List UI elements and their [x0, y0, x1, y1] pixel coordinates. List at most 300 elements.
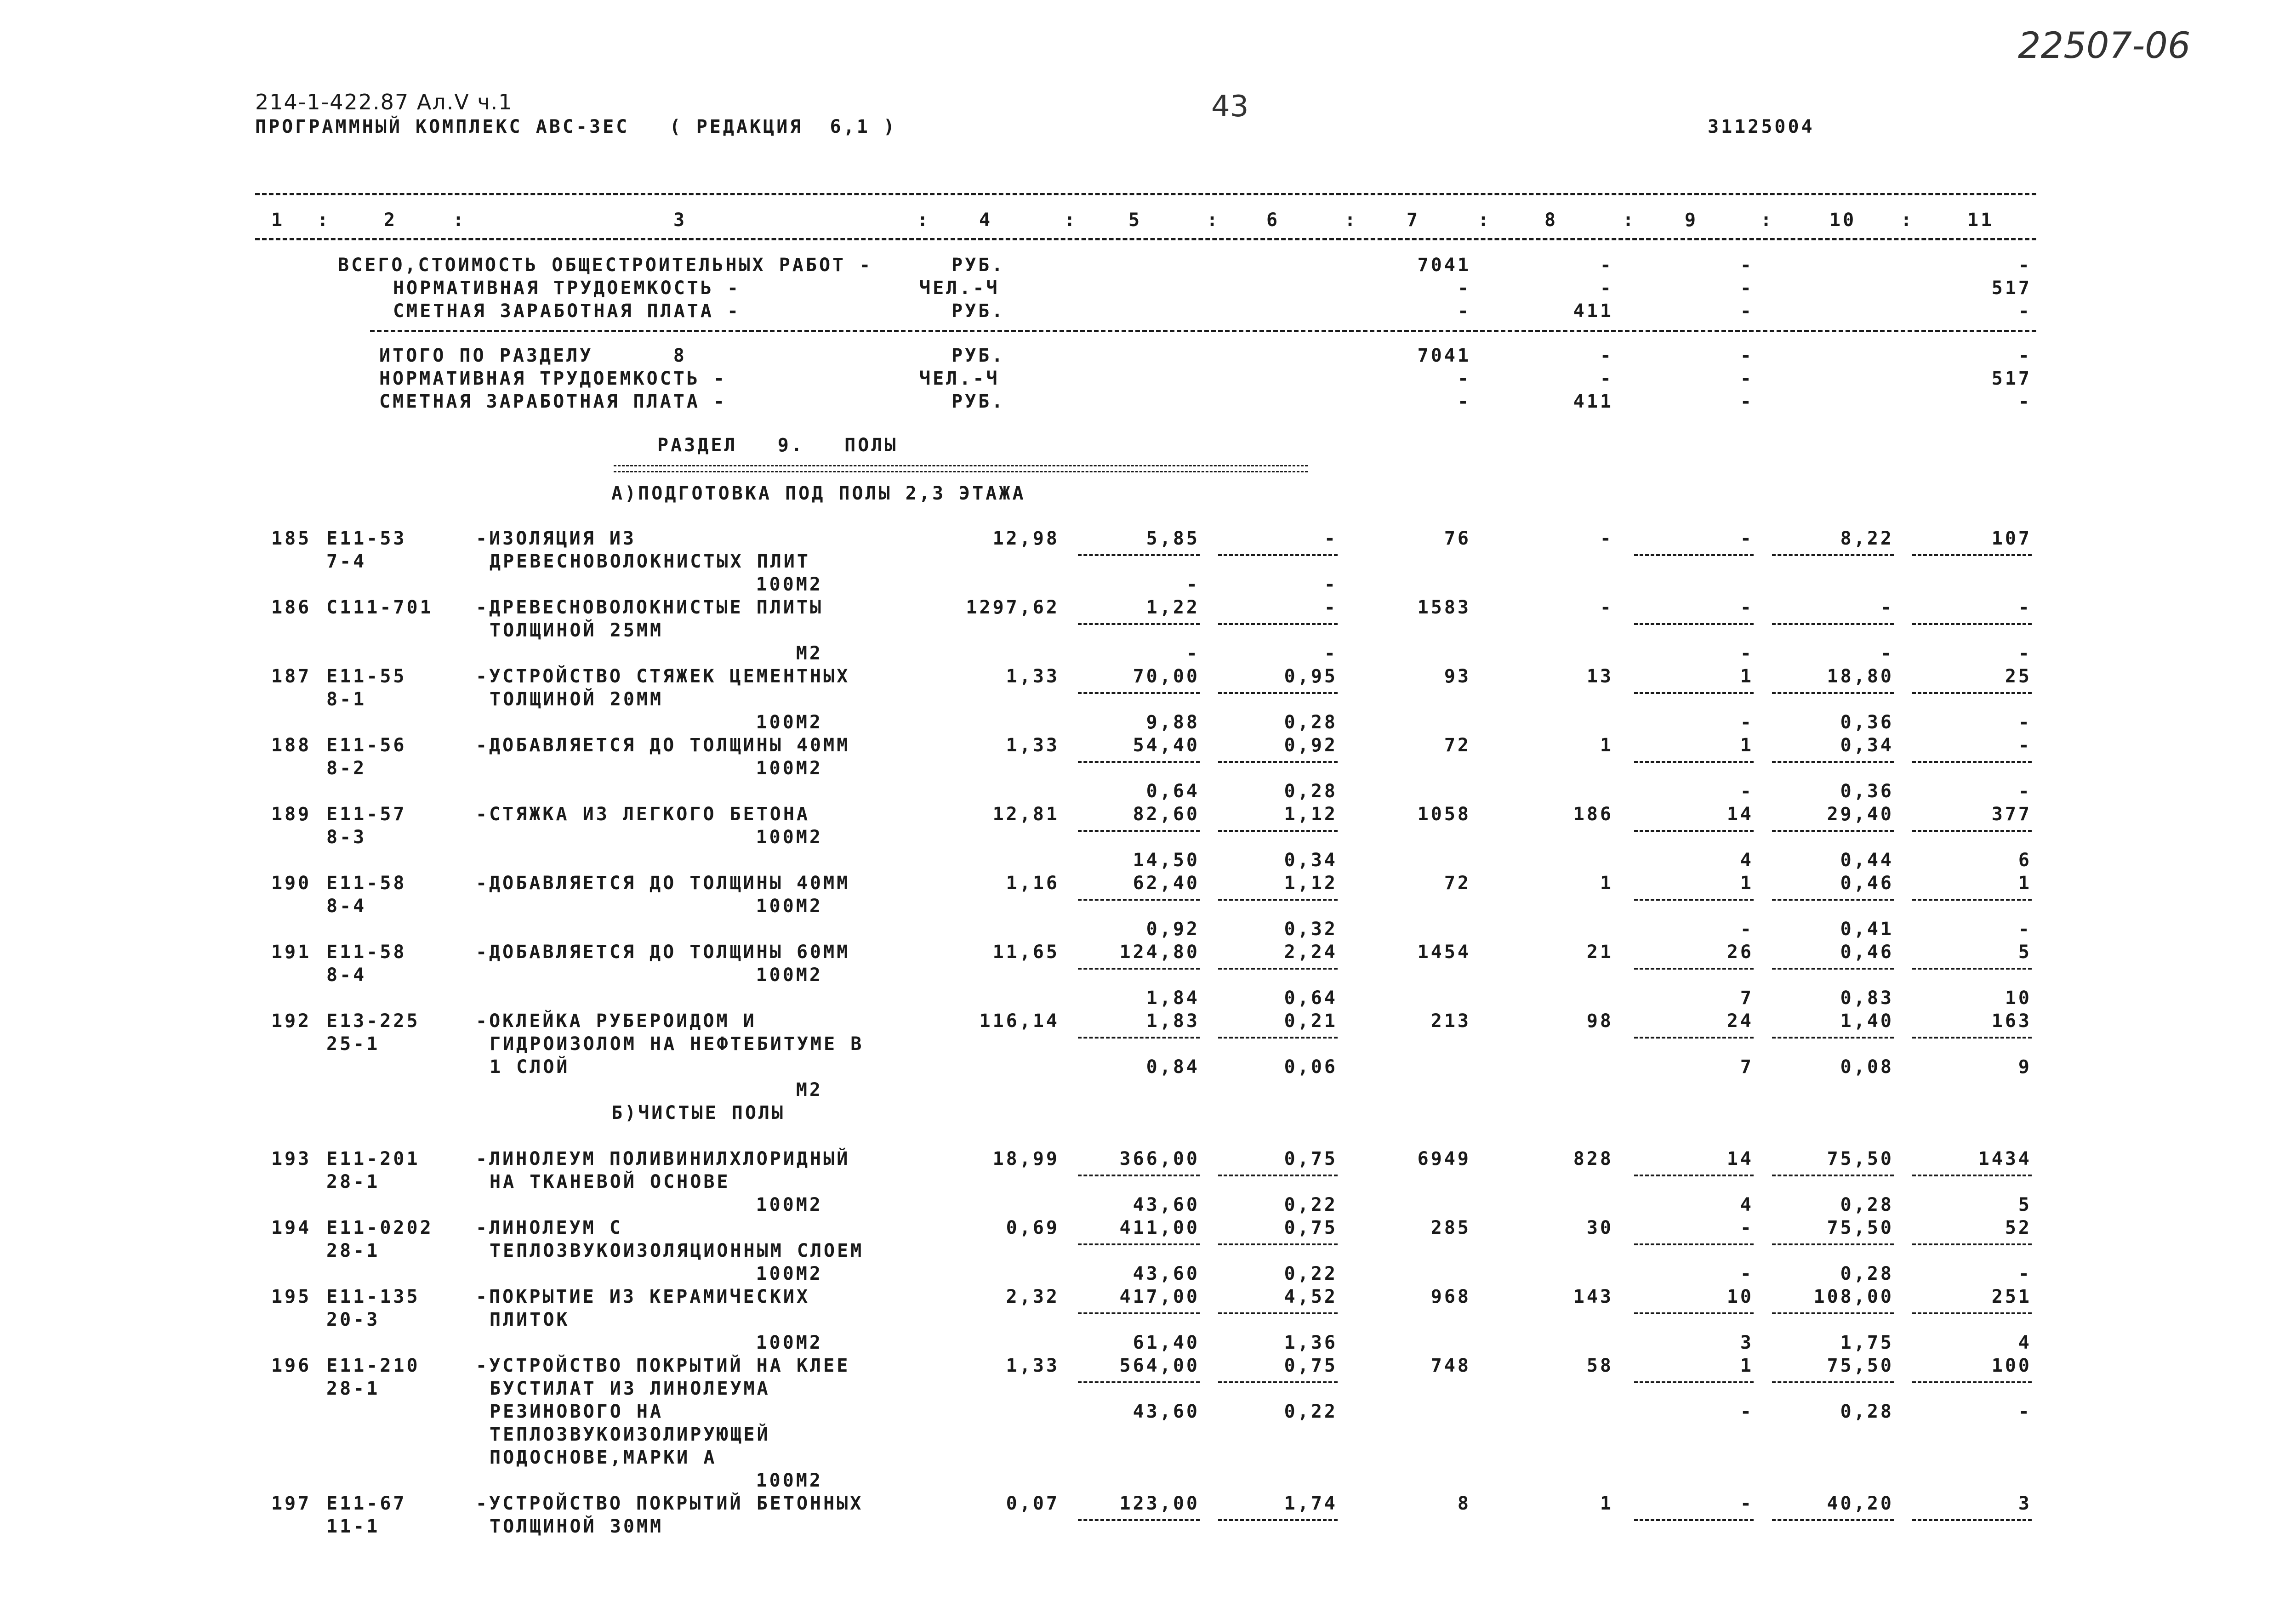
value-divider	[1772, 899, 1894, 901]
column-header-1: 1	[271, 210, 285, 231]
column-separator: :	[1207, 210, 1220, 231]
summary-wage: 411	[1573, 391, 1613, 412]
item-total-wage: 21	[1586, 942, 1613, 963]
item-unit: 100М2	[756, 896, 823, 917]
item-unit-machine: 0,21	[1284, 1010, 1338, 1032]
item-description: -ДОБАВЛЯЕТСЯ ДО ТОЛЩИНЫ 60ММ	[476, 942, 850, 963]
section-title: РАЗДЕЛ 9. ПОЛЫ	[657, 435, 898, 456]
item-labor-unit: 18,80	[1827, 666, 1894, 687]
item-number: 186	[271, 597, 312, 618]
item-total-wage: 143	[1573, 1286, 1613, 1307]
summary-wage: -	[1600, 278, 1613, 299]
item-code: Е11-53	[326, 528, 407, 549]
column-separator: :	[917, 210, 931, 231]
item-total-machine: 26	[1726, 942, 1754, 963]
item-quantity: 18,99	[992, 1148, 1060, 1169]
item-subcode: 8-1	[326, 689, 367, 710]
item-labor-unit: 29,40	[1827, 804, 1894, 825]
value-divider	[1772, 761, 1894, 763]
item-sub-machine-wage: -	[1324, 574, 1338, 595]
item-unit-cost: 1,83	[1146, 1010, 1200, 1032]
item-subcode: 28-1	[326, 1378, 380, 1399]
item-total-wage: 186	[1573, 804, 1613, 825]
item-subcode: 8-3	[326, 827, 367, 848]
item-unit-machine: 4,52	[1284, 1286, 1338, 1307]
item-total-wage: 30	[1586, 1217, 1613, 1238]
item-total-wage: 828	[1573, 1148, 1613, 1169]
value-divider	[1078, 968, 1200, 970]
summary-col9: -	[1740, 391, 1754, 412]
document-code: 214-1-422.87 Ал.V ч.1	[255, 90, 513, 114]
value-divider	[1634, 623, 1754, 625]
summary-labor: -	[2018, 391, 2032, 412]
item-number: 197	[271, 1493, 312, 1514]
item-labor-unit: 0,46	[1840, 873, 1894, 894]
item-sub-wage: 43,60	[1133, 1401, 1200, 1422]
item-description: -ЛИНОЛЕУМ С	[476, 1217, 623, 1238]
value-divider	[1078, 899, 1200, 901]
item-code: Е11-201	[326, 1148, 420, 1169]
value-divider	[1912, 1243, 2032, 1245]
item-sub-col9: 4	[1740, 1194, 1754, 1215]
item-sub-col9: -	[1740, 643, 1754, 664]
item-description: -ДОБАВЛЯЕТСЯ ДО ТОЛЩИНЫ 40ММ	[476, 873, 850, 894]
item-labor-total: 377	[1991, 804, 2032, 825]
item-subcode: 8-2	[326, 758, 367, 779]
item-unit: 100М2	[756, 758, 823, 779]
item-sub-labor-total: -	[2018, 712, 2032, 733]
item-unit: М2	[796, 643, 823, 664]
column-separator: :	[1064, 210, 1078, 231]
item-unit-cost: 62,40	[1133, 873, 1200, 894]
item-sub-wage: 14,50	[1133, 850, 1200, 871]
item-sub-labor-total: -	[2018, 643, 2032, 664]
summary-label: ВСЕГО,СТОИМОСТЬ ОБЩЕСТРОИТЕЛЬНЫХ РАБОТ -	[338, 255, 873, 276]
item-labor-total: 25	[2005, 666, 2032, 687]
column-header-8: 8	[1544, 210, 1558, 231]
summary-unit: РУБ.	[951, 391, 1005, 412]
item-code: Е11-57	[326, 804, 407, 825]
item-number: 187	[271, 666, 312, 687]
value-divider	[1218, 1243, 1338, 1245]
value-divider	[1634, 554, 1754, 556]
summary-col9: -	[1740, 368, 1754, 389]
value-divider	[1218, 554, 1338, 556]
item-total-machine: 1	[1740, 873, 1754, 894]
item-code: Е13-225	[326, 1010, 420, 1032]
value-divider	[1634, 1519, 1754, 1521]
item-total-machine: 10	[1726, 1286, 1754, 1307]
value-divider	[1912, 692, 2032, 694]
item-sub-col9: 7	[1740, 1056, 1754, 1078]
item-unit-machine: 0,75	[1284, 1148, 1338, 1169]
handwritten-stamp: 22507-06	[2018, 25, 2191, 67]
summary-wage: -	[1600, 255, 1613, 276]
value-divider	[1218, 899, 1338, 901]
item-unit-cost: 124,80	[1119, 942, 1200, 963]
item-labor-total: 5	[2018, 942, 2032, 963]
column-separator: :	[1901, 210, 1914, 231]
item-description: ПОДОСНОВЕ,МАРКИ А	[490, 1447, 717, 1468]
item-sub-wage: 0,92	[1146, 919, 1200, 940]
item-description: ГИДРОИЗОЛОМ НА НЕФТЕБИТУМЕ В	[490, 1033, 864, 1055]
item-sub-col9: -	[1740, 781, 1754, 802]
value-divider	[1772, 554, 1894, 556]
summary-cost: 7041	[1417, 345, 1471, 366]
item-code: Е11-0202	[326, 1217, 433, 1238]
value-divider	[1634, 1175, 1754, 1176]
item-unit: 100М2	[756, 1263, 823, 1284]
column-separator: :	[1478, 210, 1492, 231]
value-divider	[1634, 899, 1754, 901]
item-quantity: 1297,62	[966, 597, 1060, 618]
item-labor-total: 163	[1991, 1010, 2032, 1032]
item-unit-cost: 70,00	[1133, 666, 1200, 687]
item-sub-machine-wage: -	[1324, 643, 1338, 664]
item-sub-machine-wage: 0,22	[1284, 1263, 1338, 1284]
item-total-machine: -	[1740, 1217, 1754, 1238]
item-sub-machine-wage: 0,34	[1284, 850, 1338, 871]
summary-labor: -	[2018, 301, 2032, 322]
item-quantity: 1,33	[1006, 735, 1060, 756]
column-header-7: 7	[1407, 210, 1420, 231]
item-description: -ДОБАВЛЯЕТСЯ ДО ТОЛЩИНЫ 40ММ	[476, 735, 850, 756]
item-unit: 100М2	[756, 712, 823, 733]
summary-wage: -	[1600, 345, 1613, 366]
item-sub-labor-total: 4	[2018, 1332, 2032, 1353]
item-sub-labor: 0,08	[1840, 1056, 1894, 1078]
item-unit-cost: 54,40	[1133, 735, 1200, 756]
item-code: Е11-58	[326, 873, 407, 894]
item-description: -СТЯЖКА ИЗ ЛЕГКОГО БЕТОНА	[476, 804, 810, 825]
item-quantity: 11,65	[992, 942, 1060, 963]
item-total-cost: 285	[1430, 1217, 1471, 1238]
value-divider	[1218, 968, 1338, 970]
value-divider	[1772, 1175, 1894, 1176]
summary-wage: 411	[1573, 301, 1613, 322]
value-divider	[1634, 692, 1754, 694]
value-divider	[1634, 761, 1754, 763]
value-divider	[1218, 1175, 1338, 1176]
item-sub-machine-wage: 0,28	[1284, 712, 1338, 733]
item-sub-wage: 61,40	[1133, 1332, 1200, 1353]
item-total-cost: 93	[1444, 666, 1471, 687]
item-description: -УСТРОЙСТВО СТЯЖЕК ЦЕМЕНТНЫХ	[476, 666, 850, 687]
page-number: 43	[1211, 90, 1249, 124]
section-title-underline	[614, 465, 1308, 472]
item-total-cost: 968	[1430, 1286, 1471, 1307]
item-total-machine: 1	[1740, 735, 1754, 756]
item-unit-cost: 411,00	[1119, 1217, 1200, 1238]
summary-label: СМЕТНАЯ ЗАРАБОТНАЯ ПЛАТА -	[393, 301, 741, 322]
summary-cost: -	[1457, 278, 1471, 299]
item-labor-total: 3	[2018, 1493, 2032, 1514]
value-divider	[1634, 1312, 1754, 1314]
value-divider	[1772, 1381, 1894, 1383]
item-unit-cost: 82,60	[1133, 804, 1200, 825]
item-description: -ОКЛЕЙКА РУБЕРОИДОМ И	[476, 1010, 757, 1032]
value-divider	[1912, 899, 2032, 901]
item-total-cost: 213	[1430, 1010, 1471, 1032]
item-sub-labor: 0,28	[1840, 1401, 1894, 1422]
value-divider	[1078, 1243, 1200, 1245]
value-divider	[1078, 761, 1200, 763]
item-total-wage: -	[1600, 528, 1613, 549]
value-divider	[1218, 1381, 1338, 1383]
item-unit-cost: 5,85	[1146, 528, 1200, 549]
item-description: БУСТИЛАТ ИЗ ЛИНОЛЕУМА	[490, 1378, 770, 1399]
summary-label: СМЕТНАЯ ЗАРАБОТНАЯ ПЛАТА -	[379, 391, 727, 412]
item-description: -ДРЕВЕСНОВОЛОКНИСТЫЕ ПЛИТЫ	[476, 597, 824, 618]
value-divider	[1772, 968, 1894, 970]
item-subcode: 28-1	[326, 1171, 380, 1192]
column-header-6: 6	[1266, 210, 1280, 231]
summary-cost: 7041	[1417, 255, 1471, 276]
value-divider	[1912, 1175, 2032, 1176]
value-divider	[1078, 692, 1200, 694]
item-number: 195	[271, 1286, 312, 1307]
item-total-wage: -	[1600, 597, 1613, 618]
summary-labor: -	[2018, 255, 2032, 276]
item-unit-cost: 564,00	[1119, 1355, 1200, 1376]
item-quantity: 1,33	[1006, 1355, 1060, 1376]
item-subcode: 8-4	[326, 896, 367, 917]
item-sub-labor-total: -	[2018, 781, 2032, 802]
item-quantity: 0,69	[1006, 1217, 1060, 1238]
value-divider	[1218, 1037, 1338, 1039]
item-sub-col9: 3	[1740, 1332, 1754, 1353]
item-sub-machine-wage: 0,06	[1284, 1056, 1338, 1078]
item-sub-labor-total: 9	[2018, 1056, 2032, 1078]
value-divider	[1772, 1037, 1894, 1039]
value-divider	[1078, 830, 1200, 832]
value-divider	[1218, 830, 1338, 832]
item-sub-wage: -	[1186, 643, 1200, 664]
item-labor-unit: 75,50	[1827, 1355, 1894, 1376]
item-sub-machine-wage: 0,22	[1284, 1401, 1338, 1422]
item-unit: 100М2	[756, 1470, 823, 1491]
item-labor-total: 100	[1991, 1355, 2032, 1376]
item-total-machine: -	[1740, 597, 1754, 618]
value-divider	[1912, 554, 2032, 556]
item-labor-unit: 0,46	[1840, 942, 1894, 963]
item-sub-labor: 0,83	[1840, 988, 1894, 1009]
item-unit: 100М2	[756, 1194, 823, 1215]
item-labor-total: 1434	[1978, 1148, 2032, 1169]
item-total-cost: 1583	[1417, 597, 1471, 618]
item-sub-machine-wage: 0,64	[1284, 988, 1338, 1009]
document-id: 31125004	[1708, 116, 1815, 137]
item-sub-col9: 4	[1740, 850, 1754, 871]
item-description: ТОЛЩИНОЙ 30ММ	[490, 1516, 664, 1537]
item-sub-wage: 0,64	[1146, 781, 1200, 802]
item-unit-machine: 1,12	[1284, 804, 1338, 825]
column-separator: :	[453, 210, 467, 231]
value-divider	[1912, 623, 2032, 625]
subsection-heading: Б)ЧИСТЫЕ ПОЛЫ	[611, 1102, 786, 1124]
item-unit-machine: -	[1324, 528, 1338, 549]
item-subcode: 25-1	[326, 1033, 380, 1055]
item-sub-wage: 0,84	[1146, 1056, 1200, 1078]
item-number: 188	[271, 735, 312, 756]
item-total-cost: 76	[1444, 528, 1471, 549]
summary-cost: -	[1457, 301, 1471, 322]
summary-cost: -	[1457, 391, 1471, 412]
item-sub-labor-total: 10	[2005, 988, 2032, 1009]
item-total-wage: 1	[1600, 873, 1613, 894]
item-sub-labor: -	[1880, 643, 1894, 664]
item-description: -УСТРОЙСТВО ПОКРЫТИЙ НА КЛЕЕ	[476, 1355, 850, 1376]
value-divider	[1634, 1243, 1754, 1245]
item-total-machine: 14	[1726, 1148, 1754, 1169]
summary-label: НОРМАТИВНАЯ ТРУДОЕМКОСТЬ -	[379, 368, 727, 389]
item-total-machine: -	[1740, 1493, 1754, 1514]
summary-wage: -	[1600, 368, 1613, 389]
item-sub-labor-total: 5	[2018, 1194, 2032, 1215]
item-labor-total: 1	[2018, 873, 2032, 894]
item-total-wage: 1	[1600, 1493, 1613, 1514]
item-labor-total: -	[2018, 597, 2032, 618]
item-labor-unit: 8,22	[1840, 528, 1894, 549]
value-divider	[1218, 1312, 1338, 1314]
item-number: 196	[271, 1355, 312, 1376]
item-total-cost: 1454	[1417, 942, 1471, 963]
column-header-10: 10	[1829, 210, 1857, 231]
item-sub-wage: 43,60	[1133, 1263, 1200, 1284]
item-code: Е11-55	[326, 666, 407, 687]
column-header-9: 9	[1685, 210, 1698, 231]
item-unit-machine: -	[1324, 597, 1338, 618]
item-total-cost: 72	[1444, 735, 1471, 756]
item-description: -ПОКРЫТИЕ ИЗ КЕРАМИЧЕСКИХ	[476, 1286, 810, 1307]
value-divider	[1218, 623, 1338, 625]
item-total-cost: 72	[1444, 873, 1471, 894]
item-total-machine: 14	[1726, 804, 1754, 825]
item-subcode: 20-3	[326, 1309, 380, 1330]
item-description: ДРЕВЕСНОВОЛОКНИСТЫХ ПЛИТ	[490, 551, 810, 572]
item-sub-col9: -	[1740, 712, 1754, 733]
value-divider	[1912, 968, 2032, 970]
item-unit-machine: 2,24	[1284, 942, 1338, 963]
value-divider	[1912, 1312, 2032, 1314]
item-description: -УСТРОЙСТВО ПОКРЫТИЙ БЕТОННЫХ	[476, 1493, 864, 1514]
item-labor-unit: 40,20	[1827, 1493, 1894, 1514]
item-sub-labor: 0,41	[1840, 919, 1894, 940]
item-total-machine: 1	[1740, 1355, 1754, 1376]
item-total-cost: 6949	[1417, 1148, 1471, 1169]
item-code: Е11-210	[326, 1355, 420, 1376]
item-code: С111-701	[326, 597, 433, 618]
item-sub-machine-wage: 0,28	[1284, 781, 1338, 802]
item-total-wage: 58	[1586, 1355, 1613, 1376]
item-total-wage: 13	[1586, 666, 1613, 687]
value-divider	[1078, 1175, 1200, 1176]
value-divider	[1912, 1037, 2032, 1039]
item-description: -ИЗОЛЯЦИЯ ИЗ	[476, 528, 636, 549]
item-labor-unit: -	[1880, 597, 1894, 618]
item-sub-col9: -	[1740, 1401, 1754, 1422]
item-total-machine: -	[1740, 528, 1754, 549]
column-separator: :	[1623, 210, 1636, 231]
value-divider	[1634, 1381, 1754, 1383]
item-unit-cost: 1,22	[1146, 597, 1200, 618]
column-header-3: 3	[673, 210, 687, 231]
value-divider	[1912, 1519, 2032, 1521]
item-number: 191	[271, 942, 312, 963]
value-divider	[1772, 830, 1894, 832]
column-header-2: 2	[384, 210, 398, 231]
value-divider	[1078, 1519, 1200, 1521]
item-labor-unit: 75,50	[1827, 1217, 1894, 1238]
value-divider	[1634, 1037, 1754, 1039]
value-divider	[1078, 1381, 1200, 1383]
item-total-cost: 8	[1457, 1493, 1471, 1514]
column-header-5: 5	[1128, 210, 1142, 231]
item-quantity: 1,16	[1006, 873, 1060, 894]
summary-col9: -	[1740, 345, 1754, 366]
value-divider	[1078, 554, 1200, 556]
item-total-machine: 24	[1726, 1010, 1754, 1032]
item-description: ТЕПЛОЗВУКОИЗОЛЯЦИОННЫМ СЛОЕМ	[490, 1240, 864, 1261]
summary-col9: -	[1740, 278, 1754, 299]
summary-label: ИТОГО ПО РАЗДЕЛУ 8	[379, 345, 687, 366]
value-divider	[1912, 830, 2032, 832]
item-description: -ЛИНОЛЕУМ ПОЛИВИНИЛХЛОРИДНЫЙ	[476, 1148, 850, 1169]
item-sub-labor: 1,75	[1840, 1332, 1894, 1353]
item-quantity: 116,14	[979, 1010, 1060, 1032]
item-code: Е11-58	[326, 942, 407, 963]
summary-col9: -	[1740, 301, 1754, 322]
item-sub-labor-total: -	[2018, 1263, 2032, 1284]
item-quantity: 0,07	[1006, 1493, 1060, 1514]
value-divider	[1218, 761, 1338, 763]
summary-col9: -	[1740, 255, 1754, 276]
item-description: ТОЛЩИНОЙ 20ММ	[490, 689, 664, 710]
item-unit-machine: 0,75	[1284, 1355, 1338, 1376]
item-description: ТЕПЛОЗВУКОИЗОЛИРУЮЩЕЙ	[490, 1424, 770, 1445]
item-subcode: 8-4	[326, 965, 367, 986]
value-divider	[1218, 692, 1338, 694]
item-labor-total: 251	[1991, 1286, 2032, 1307]
column-header-11: 11	[1967, 210, 1994, 231]
summary-unit: ЧЕЛ.-Ч	[919, 368, 1000, 389]
item-sub-col9: 7	[1740, 988, 1754, 1009]
item-total-wage: 98	[1586, 1010, 1613, 1032]
item-number: 189	[271, 804, 312, 825]
item-number: 185	[271, 528, 312, 549]
item-labor-unit: 75,50	[1827, 1148, 1894, 1169]
item-quantity: 2,32	[1006, 1286, 1060, 1307]
item-sub-machine-wage: 0,32	[1284, 919, 1338, 940]
item-number: 193	[271, 1148, 312, 1169]
item-sub-labor-total: -	[2018, 1401, 2032, 1422]
item-description: РЕЗИНОВОГО НА	[490, 1401, 664, 1422]
item-labor-unit: 0,34	[1840, 735, 1894, 756]
item-sub-labor-total: 6	[2018, 850, 2032, 871]
item-quantity: 12,81	[992, 804, 1060, 825]
summary-label: НОРМАТИВНАЯ ТРУДОЕМКОСТЬ -	[393, 278, 741, 299]
item-total-cost: 1058	[1417, 804, 1471, 825]
item-unit-cost: 366,00	[1119, 1148, 1200, 1169]
item-labor-total: 52	[2005, 1217, 2032, 1238]
item-sub-machine-wage: 0,22	[1284, 1194, 1338, 1215]
value-divider	[1772, 1519, 1894, 1521]
item-description: ПЛИТОК	[490, 1309, 570, 1330]
summary-unit: ЧЕЛ.-Ч	[919, 278, 1000, 299]
item-subcode: 7-4	[326, 551, 367, 572]
summary-divider	[370, 330, 2036, 332]
subsection-heading: А)ПОДГОТОВКА ПОД ПОЛЫ 2,3 ЭТАЖА	[611, 483, 1026, 504]
